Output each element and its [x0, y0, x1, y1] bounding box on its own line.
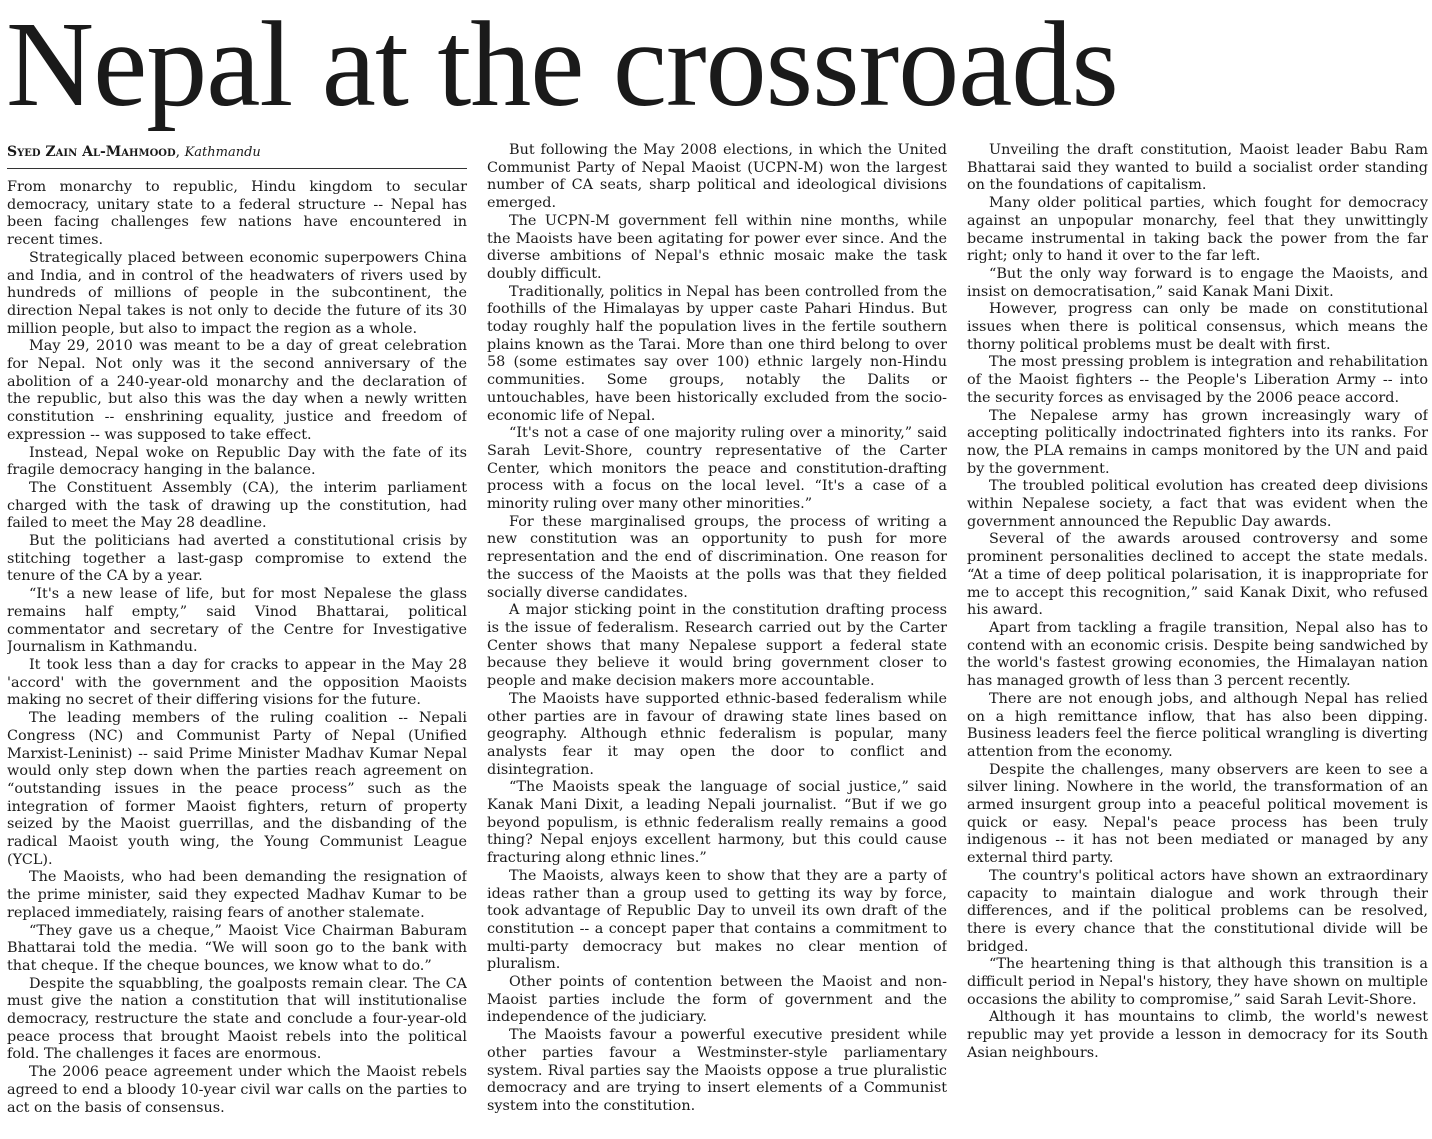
- byline: Syed Zain Al-Mahmood, Kathmandu: [7, 142, 467, 169]
- paragraph: Apart from tackling a fragile transition, Nepal also has to contend with an economic crisis. Despite being sandwiched by the world's fastest growing economies, the Himalayan nation has managed growth of less than 3 percent recently.: [967, 619, 1428, 690]
- paragraph: Strategically placed between economic superpowers China and India, and in control of the headwaters of rivers used by hundreds of millions of people in the subcontinent, the direction Nepal takes is not only to decide the future of its 30 million people, but also to impact the region as a whole.: [7, 249, 467, 337]
- paragraph: Several of the awards aroused controversy and some prominent personalities declined to accept the state medals. “At a time of deep political polarisation, it is inappropriate for me to accept this recognition,” said Kanak Dixit, who refused his award.: [967, 531, 1428, 619]
- paragraph: “The heartening thing is that although this transition is a difficult period in Nepal's history, they have shown on multiple occasions the ability to compromise,” said Sarah Levit-Shore.: [967, 956, 1428, 1008]
- paragraph: The leading members of the ruling coalition -- Nepali Congress (NC) and Communist Party of Nepal (Unified Marxist-Leninist) -- said Prime Minister Madhav Kumar Nepal would only step down when the parties reach agreement on “outstanding issues in the peace process” such as the integration of former Maoist fighters, return of property seized by the Maoist guerrillas, and the disbanding of the radical Maoist youth wing, the Young Communist League (YCL).: [7, 710, 467, 868]
- paragraph: The country's political actors have shown an extraordinary capacity to maintain dialogue and work through their differences, and if the political problems can be resolved, there is every chance that the constitutional divide will be bridged.: [967, 867, 1428, 955]
- paragraph: For these marginalised groups, the process of writing a new constitution was an opportunity to push for more representation and the end of discrimination. One reason for the success of the Maoists at the polls was that they fielded socially diverse candidates.: [487, 513, 947, 601]
- paragraph: Unveiling the draft constitution, Maoist leader Babu Ram Bhattarai said they wanted to build a socialist order standing on the foundations of capitalism.: [967, 142, 1428, 194]
- paragraph: But following the May 2008 elections, in which the United Communist Party of Nepal Maoist (UCPN-M) won the largest number of CA seats, sharp political and ideological divisions emerged.: [487, 142, 947, 212]
- paragraph: A major sticking point in the constitution drafting process is the issue of federalism. Research carried out by the Carter Center shows that many Nepalese support a federal state because they believe it would bring government closer to people and make decision makers more accountable.: [487, 602, 947, 690]
- paragraph: The Maoists, who had been demanding the resignation of the prime minister, said they expected Madhav Kumar to be replaced immediately, raising fears of another stalemate.: [7, 869, 467, 921]
- paragraph: Many older political parties, which fought for democracy against an unpopular monarchy, feel that they unwittingly became instrumental in taking back the power from the far right; only to hand it over to the far left.: [967, 195, 1428, 265]
- paragraph: Although it has mountains to climb, the world's newest republic may yet provide a lesson in democracy for its South Asian neighbours.: [967, 1009, 1428, 1061]
- column-2: [487, 142, 947, 1137]
- paragraph: From monarchy to republic, Hindu kingdom to secular democracy, unitary state to a federal structure -- Nepal has been facing challenges few nations have encountered in recent times.: [7, 179, 467, 249]
- paragraph: May 29, 2010 was meant to be a day of great celebration for Nepal. Not only was it the second anniversary of the abolition of a 240-year-old monarchy and the declaration of the republic, but also this was the day when a newly written constitution -- enshrining equality, justice and freedom of expression -- was supposed to take effect.: [7, 338, 467, 443]
- byline-location: Kathmandu: [184, 145, 261, 160]
- paragraph: There are not enough jobs, and although Nepal has relied on a high remittance inflow, that has also been dipping. Business leaders feel the fierce political wrangling is diverting attention from the economy.: [967, 690, 1428, 760]
- paragraph: “But the only way forward is to engage the Maoists, and insist on democratisation,” said Kanak Mani Dixit.: [967, 265, 1428, 300]
- paragraph: It took less than a day for cracks to appear in the May 28 'accord' with the government and the opposition Maoists making no secret of their differing visions for the future.: [7, 656, 467, 709]
- column-3: [967, 142, 1428, 1137]
- paragraph: The Maoists, always keen to show that they are a party of ideas rather than a group used to getting its way by force, took advantage of Republic Day to unveil its own draft of the constitution -- a concept paper that contains a commitment to multi-party democracy but makes no clear mention of pluralism.: [487, 867, 947, 973]
- paragraph: Other points of contention between the Maoist and non-Maoist parties include the form of government and the independence of the judiciary.: [487, 974, 947, 1026]
- paragraph: The UCPN-M government fell within nine months, while the Maoists have been agitating for power ever since. And the diverse ambitions of Nepal's ethnic mosaic make the task doubly difficult.: [487, 212, 947, 282]
- paragraph: “It's not a case of one majority ruling over a minority,” said Sarah Levit-Shore, country representative of the Carter Center, which monitors the peace and constitution-drafting process with a focus on the local level. “It's a case of a minority ruling over many other minorities.”: [487, 425, 947, 513]
- paragraph: The Maoists have supported ethnic-based federalism while other parties are in favour of drawing state lines based on geography. Although ethnic federalism is popular, many analysts fear it may open the door to conflict and disintegration.: [487, 690, 947, 778]
- byline-author: Syed Zain Al-Mahmood: [7, 144, 176, 160]
- paragraph: “It's a new lease of life, but for most Nepalese the glass remains half empty,” said Vinod Bhattarai, political commentator and secretary of the Centre for Investigative Journalism in Kathmandu.: [7, 586, 467, 656]
- paragraph: “The Maoists speak the language of social justice,” said Kanak Mani Dixit, a leading Nepali journalist. “But if we go beyond populism, is ethnic federalism really remains a good thing? Nepal enjoys excellent harmony, but this could cause fracturing along ethnic lines.”: [487, 779, 947, 867]
- paragraph: Traditionally, politics in Nepal has been controlled from the foothills of the Himalayas by upper caste Pahari Hindus. But today roughly half the population lives in the fertile southern plains known as the Tarai. More than one third belong to over 58 (some estimates say over 100) ethnic largely non-Hindu communities. Some groups, notably the Dalits or untouchables, have been historically excluded from the socio-economic life of Nepal.: [487, 283, 947, 424]
- paragraph: The troubled political evolution has created deep divisions within Nepalese society, a fact that was evident when the government announced the Republic Day awards.: [967, 478, 1428, 530]
- paragraph: Despite the squabbling, the goalposts remain clear. The CA must give the nation a constitution that will institutionalise democracy, restructure the state and conclude a four-year-old peace process that brought Maoist rebels into the political fold. The challenges it faces are enormous.: [7, 975, 467, 1063]
- paragraph: Despite the challenges, many observers are keen to see a silver lining. Nowhere in the world, the transformation of an armed insurgent group into a peaceful political movement is quick or easy. Nepal's peace process has been truly indigenous -- it has not been mediated or managed by any external third party.: [967, 761, 1428, 867]
- paragraph: The Maoists favour a powerful executive president while other parties favour a Westminster-style parliamentary system. Rival parties say the Maoists oppose a true pluralistic democracy and are trying to insert elements of a Communist system into the constitution.: [487, 1027, 947, 1114]
- paragraph: The most pressing problem is integration and rehabilitation of the Maoist fighters -- the People's Liberation Army -- into the security forces as envisaged by the 2006 peace accord.: [967, 354, 1428, 406]
- paragraph: But the politicians had averted a constitutional crisis by stitching together a last-gasp compromise to extend the tenure of the CA by a year.: [7, 533, 467, 585]
- paragraph: “They gave us a cheque,” Maoist Vice Chairman Baburam Bhattarai told the media. “We will soon go to the bank with that cheque. If the cheque bounces, we know what to do.”: [7, 922, 467, 974]
- paragraph: The 2006 peace agreement under which the Maoist rebels agreed to end a bloody 10-year civil war calls on the parties to act on the basis of consensus.: [7, 1064, 467, 1116]
- column-1: [7, 142, 467, 1137]
- paragraph: Instead, Nepal woke on Republic Day with the fate of its fragile democracy hanging in the balance.: [7, 444, 467, 479]
- paragraph: The Constituent Assembly (CA), the interim parliament charged with the task of drawing up the constitution, had failed to meet the May 28 deadline.: [7, 479, 467, 532]
- paragraph: However, progress can only be made on constitutional issues when there is political consensus, which means the thorny political problems must be dealt with first.: [967, 301, 1428, 353]
- headline: Nepal at the crossroads: [6, 0, 1118, 132]
- paragraph: The Nepalese army has grown increasingly wary of accepting politically indoctrinated fighters into its ranks. For now, the PLA remains in camps monitored by the UN and paid by the government.: [967, 407, 1428, 477]
